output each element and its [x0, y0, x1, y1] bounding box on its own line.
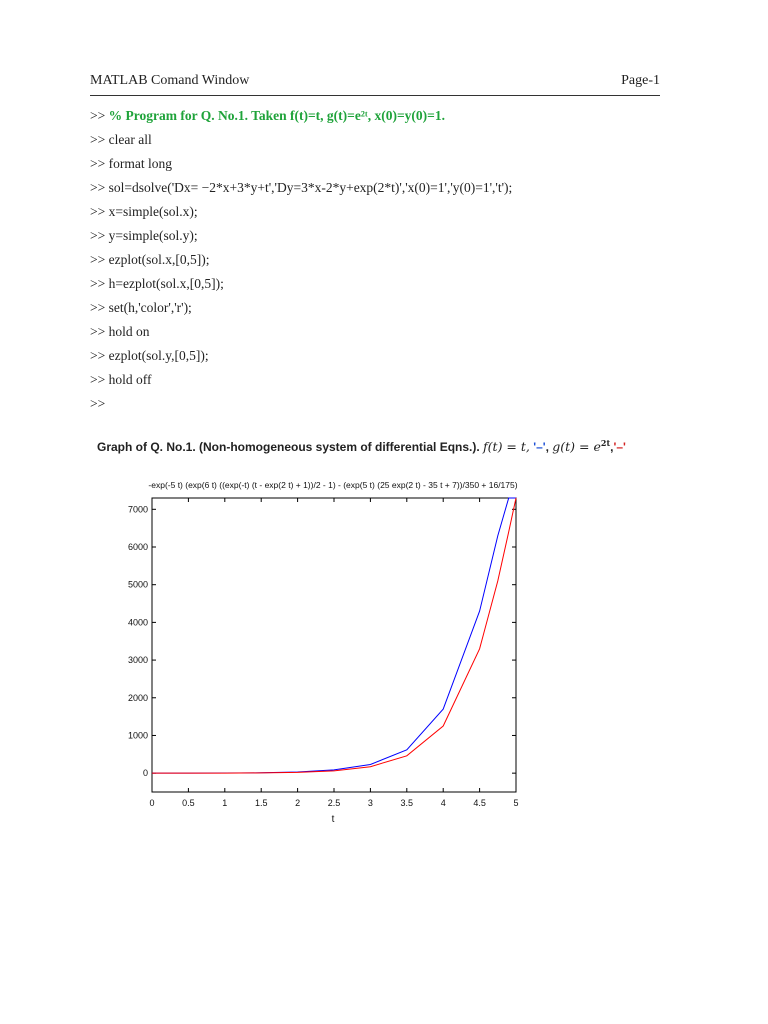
x-tick-label: 0: [149, 798, 155, 808]
series-line-1: [152, 498, 516, 773]
g-definition: [552, 439, 610, 454]
command-prompt: >>: [90, 228, 106, 243]
command-prompt: >>: [90, 372, 106, 387]
command-text: format long: [108, 156, 172, 171]
command-line: [90, 202, 512, 226]
command-text: y=simple(sol.y);: [108, 228, 198, 243]
x-tick-label: 3.5: [400, 798, 414, 808]
x-tick-label: 4.5: [473, 798, 486, 808]
command-prompt: >>: [90, 396, 106, 411]
x-tick-label: 1.5: [254, 798, 268, 808]
g-exponent: 2t: [600, 438, 611, 448]
command-prompt: >>: [90, 348, 106, 363]
command-prompt: >>: [90, 324, 106, 339]
x-tick-label: 2.5: [327, 798, 341, 808]
command-prompt: >>: [90, 108, 106, 123]
x-tick-label: 3: [367, 798, 373, 808]
y-tick-label: 1000: [127, 730, 148, 741]
command-line: [90, 322, 512, 346]
command-text: hold on: [108, 324, 150, 339]
command-prompt: >>: [90, 204, 106, 219]
command-prompt: >>: [90, 156, 106, 171]
g-base: g(t) = e: [552, 439, 601, 455]
page-header: [90, 73, 660, 96]
command-text: sol=dsolve('Dx= −2*x+3*y+t','Dy=3*x-2*y+exp(2*t)','x(0)=1','y(0)=1','t');: [108, 180, 513, 195]
x-tick-label: 0.5: [182, 798, 195, 808]
graph-caption: Graph of Q. No.1. (Non-homogeneous system of differential Eqns.). f(t) = t, '–', $g(t) = e^{2t},'-'$: [97, 438, 626, 455]
f-line-marker: '–': [533, 440, 546, 455]
caption-text: Graph of Q. No.1. (Non-homogeneous system of differential Eqns.).: [97, 440, 480, 455]
header-title: MATLAB Comand Window: [90, 73, 250, 88]
command-line: [90, 370, 512, 394]
command-line: [90, 178, 512, 202]
command-line: [90, 130, 512, 154]
command-line: [90, 298, 512, 322]
command-line: [90, 250, 512, 274]
chart: [0, 470, 768, 830]
y-tick-label: 6000: [127, 542, 148, 552]
y-tick-label: 4000: [127, 617, 148, 628]
command-text: x=simple(sol.x);: [108, 204, 198, 219]
command-prompt: >>: [90, 180, 106, 195]
command-text: ezplot(sol.y,[0,5]);: [108, 348, 209, 363]
command-line: [90, 346, 512, 370]
command-prompt: >>: [90, 300, 106, 315]
y-tick-label: 3000: [127, 655, 148, 666]
command-text: hold off: [108, 372, 152, 387]
command-line: [90, 274, 512, 298]
y-tick-label: 2000: [127, 692, 148, 703]
x-tick-label: 4: [440, 798, 446, 808]
x-axis-label: t: [331, 814, 335, 825]
x-tick-label: 2: [295, 798, 301, 808]
y-tick-label: 5000: [127, 579, 148, 590]
command-text: % Program for Q. No.1. Taken f(t)=t, g(t)=e²ᵗ, x(0)=y(0)=1.: [108, 108, 445, 123]
command-text: ezplot(sol.x,[0,5]);: [108, 252, 210, 267]
x-tick-label: 5: [513, 798, 519, 808]
command-history: [90, 106, 512, 418]
command-line: [90, 394, 512, 418]
f-definition: f(t) = t,: [483, 439, 530, 455]
command-text: clear all: [108, 132, 152, 147]
y-tick-label: 0: [142, 768, 148, 779]
command-line: [90, 154, 512, 178]
plot-frame: [152, 498, 516, 792]
command-text: set(h,'color','r');: [108, 300, 192, 315]
series-line-2: [152, 498, 516, 773]
command-text: h=ezplot(sol.x,[0,5]);: [108, 276, 224, 291]
page-number: Page-1: [621, 73, 660, 88]
command-prompt: >>: [90, 132, 106, 147]
command-line: [90, 226, 512, 250]
chart-title: -exp(-5 t) (exp(6 t) ((exp(-t) (t - exp(2 t) + 1))/2 - 1) - (exp(5 t) (25 exp(2 t) - 35 t + 7))/350 + 16/175): [148, 480, 518, 490]
g-line-marker: '–': [613, 440, 626, 455]
y-tick-label: 7000: [127, 504, 148, 515]
command-line: [90, 106, 512, 130]
command-prompt: >>: [90, 252, 106, 267]
x-tick-label: 1: [222, 798, 228, 808]
command-prompt: >>: [90, 276, 106, 291]
